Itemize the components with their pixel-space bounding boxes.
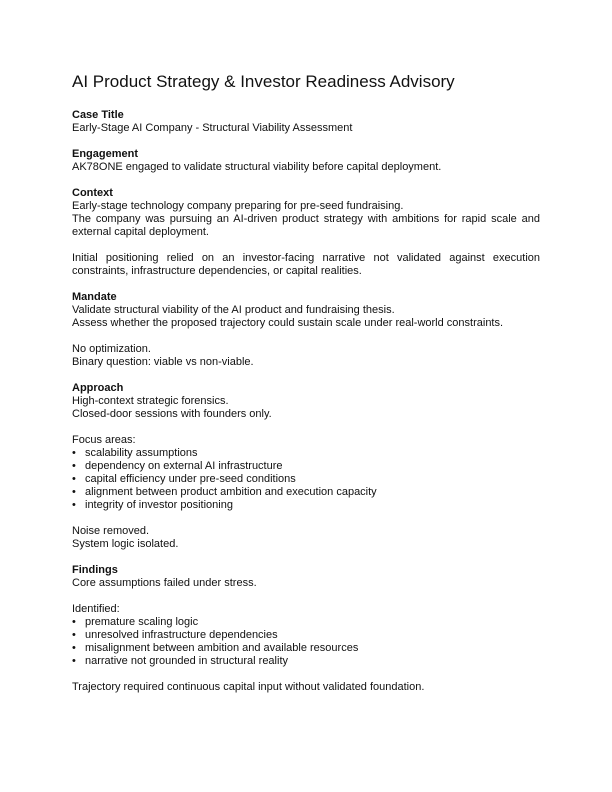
context-line-2: The company was pursuing an AI-driven product strategy with ambitions for rapid scale and external capital deployment. [72,213,540,238]
engagement-text: AK78ONE engaged to validate structural viability before capital deployment. [72,161,442,173]
focus-areas-list [72,447,540,512]
context-label: Context [72,187,113,199]
document-page [72,72,540,694]
list-item: • capital efficiency under pre-seed conditions [72,473,540,486]
list-item: • premature scaling logic [72,616,540,629]
context-paragraph-2: Initial positioning relied on an investor-facing narrative not validated against execution constraints, infrastructure dependencies, or capital realities. [72,252,540,277]
findings-line-1: Core assumptions failed under stress. [72,577,257,589]
mandate-line-4: Binary question: viable vs non-viable. [72,356,254,368]
mandate-line-3: No optimization. [72,343,151,355]
list-item: • scalability assumptions [72,447,540,460]
identified-list [72,616,540,668]
list-item: • dependency on external AI infrastructure [72,460,540,473]
list-item: • unresolved infrastructure dependencies [72,629,540,642]
context-line-1: Early-stage technology company preparing for pre-seed fundraising. [72,200,404,212]
list-item: • integrity of investor positioning [72,499,540,512]
list-item: • misalignment between ambition and available resources [72,642,540,655]
case-title-label: Case Title [72,109,124,121]
list-item: • narrative not grounded in structural reality [72,655,540,668]
case-title-section [72,109,540,135]
mandate-label: Mandate [72,291,117,303]
engagement-label: Engagement [72,148,139,160]
mandate-section [72,291,540,369]
findings-section [72,564,540,694]
list-item: • alignment between product ambition and execution capacity [72,486,540,499]
findings-label: Findings [72,564,118,576]
approach-label: Approach [72,382,124,394]
approach-line-1: High-context strategic forensics. [72,395,229,407]
page-title: AI Product Strategy & Investor Readiness Advisory [72,72,455,91]
engagement-section [72,148,540,174]
approach-line-4: System logic isolated. [72,538,179,550]
mandate-line-2: Assess whether the proposed trajectory could sustain scale under real-world constraints. [72,317,504,329]
findings-closing: Trajectory required continuous capital input without validated foundation. [72,681,425,693]
approach-line-3: Noise removed. [72,525,150,537]
focus-areas-label: Focus areas: [72,434,136,446]
approach-line-2: Closed-door sessions with founders only. [72,408,272,420]
case-title-text: Early-Stage AI Company - Structural Viability Assessment [72,122,353,134]
approach-section [72,382,540,551]
identified-label: Identified: [72,603,120,615]
mandate-line-1: Validate structural viability of the AI product and fundraising thesis. [72,304,395,316]
context-section [72,187,540,278]
